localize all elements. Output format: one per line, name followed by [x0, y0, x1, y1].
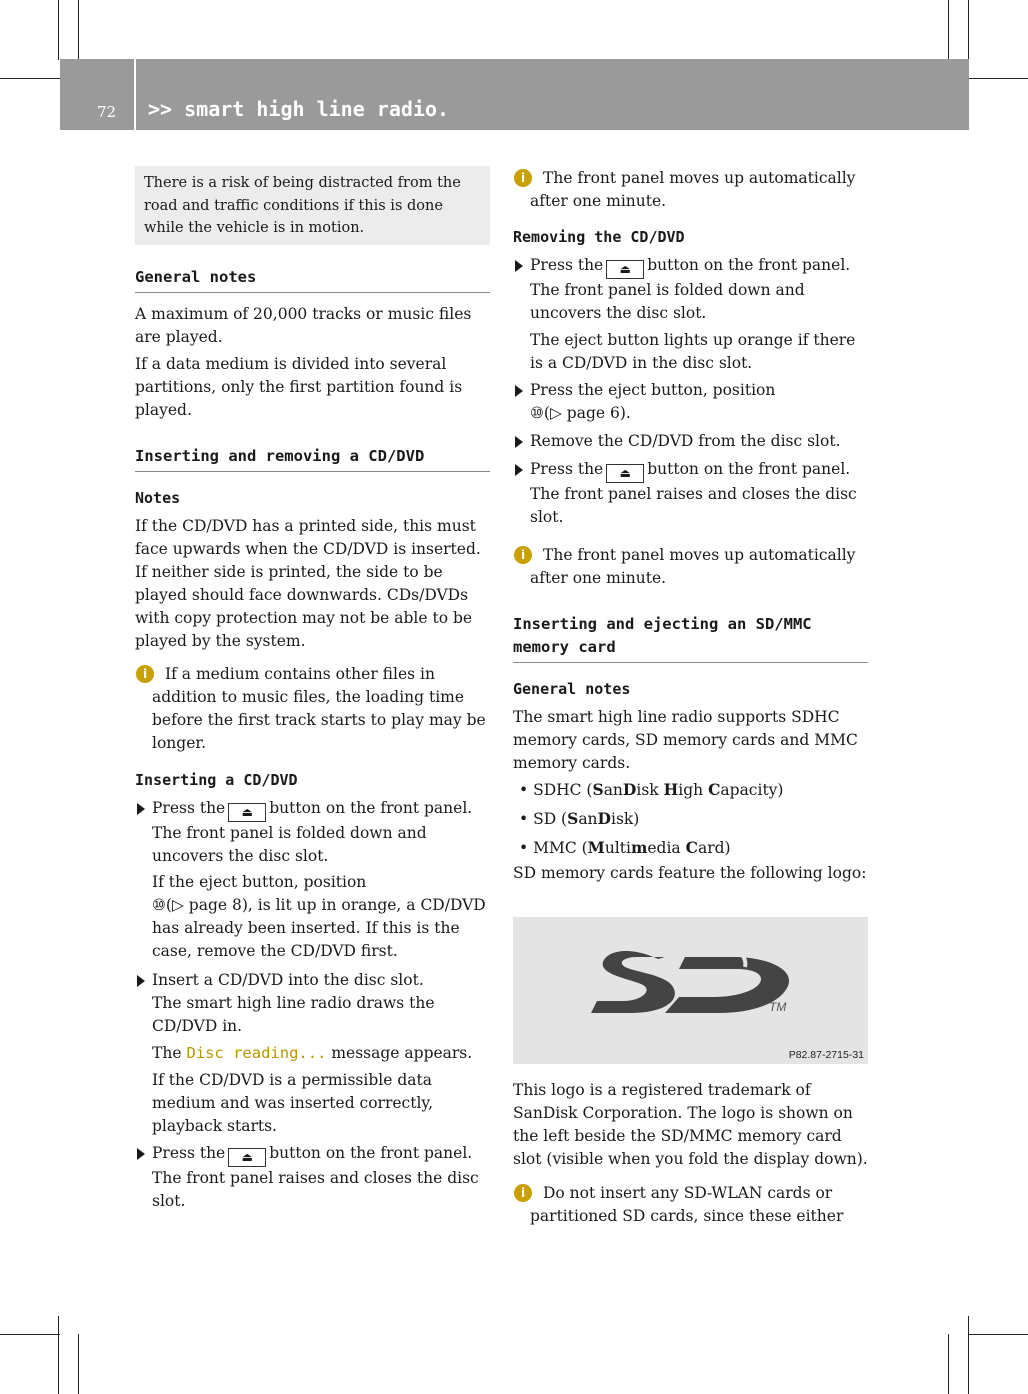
info-note [135, 663, 490, 755]
header-divider [134, 59, 136, 130]
paragraph: This logo is a registered trademark of SanDisk Corporation. The logo is shown on the left beside the SD/MMC memory card slot (visible when you fold the display down). [513, 1081, 868, 1168]
step-text: button on the front panel. [269, 799, 473, 817]
eject-icon: ⏏ [606, 260, 644, 279]
step-result: The smart high line radio draws the CD/DVD in. [152, 994, 435, 1035]
triangle-bullet-icon [515, 436, 523, 448]
warning-box [135, 166, 490, 245]
display-message: Disc reading... [186, 1044, 327, 1062]
step-item [135, 797, 490, 868]
triangle-bullet-icon [137, 803, 145, 815]
crop-mark [78, 1334, 79, 1394]
info-note [513, 167, 868, 213]
info-text: The front panel moves up automatically after one minute. [530, 169, 856, 210]
crop-mark [948, 1334, 949, 1394]
step-result: The front panel raises and closes the disc slot. [530, 485, 857, 526]
paragraph: A maximum of 20,000 tracks or music files are played. [135, 305, 472, 346]
eject-icon: ⏏ [228, 1148, 266, 1167]
triangle-bullet-icon [515, 464, 523, 476]
step-item [513, 254, 868, 325]
step-result: The front panel raises and closes the disc slot. [152, 1169, 479, 1210]
page-header [60, 59, 969, 130]
list-item: • SD (SanDisk) [519, 809, 640, 828]
step-note [135, 1042, 490, 1065]
bullet-list [513, 778, 868, 860]
page-reference: (▷ page 6). [543, 404, 631, 422]
sd-logo-figure [513, 917, 868, 1064]
crop-mark [968, 0, 969, 60]
paragraph: The smart high line radio supports SDHC memory cards, SD memory cards and MMC memory cards. [513, 708, 858, 772]
step-text: Press the [530, 256, 604, 274]
paragraph: If the CD/DVD has a printed side, this must face upwards when the CD/DVD is inserted. If neither side is printed, the side to be played should face downwards. CDs/DVDs with copy protection may not be able to be played by the system. [135, 517, 481, 650]
crop-mark [968, 78, 1028, 79]
section-heading-inserting-removing: Inserting and removing a CD/DVD [135, 445, 490, 472]
list-item: • SDHC (SanDisk High Capacity) [519, 780, 784, 799]
page-number: 72 [97, 103, 117, 121]
note-text: If the CD/DVD is a permissible data medium and was inserted correctly, playback starts. [152, 1071, 434, 1135]
step-result: The front panel is folded down and uncovers the disc slot. [152, 824, 427, 865]
crop-mark [58, 0, 59, 60]
step-item [135, 1142, 490, 1213]
note-text: If the eject button, position [152, 873, 367, 891]
step-text: Press the [152, 1144, 226, 1162]
sd-logo-icon [513, 917, 868, 1064]
info-icon: i [514, 169, 532, 187]
step-note [135, 871, 490, 963]
step-item [513, 458, 868, 529]
step-text: Press the [152, 799, 226, 817]
step-text: Press the eject button, position [530, 381, 776, 399]
crop-mark [968, 1316, 969, 1394]
info-text: Do not insert any SD-WLAN cards or partitioned SD cards, since these either [530, 1184, 844, 1225]
subheading-notes: Notes [135, 489, 181, 507]
info-icon: i [514, 1184, 532, 1202]
step-text: Insert a CD/DVD into the disc slot. [152, 971, 424, 989]
info-note [513, 544, 868, 590]
crop-mark [78, 0, 79, 60]
warning-text: There is a risk of being distracted from the road and traffic conditions if this is done while the vehicle is in motion. [144, 175, 461, 236]
section-heading-general-notes: General notes [135, 266, 490, 293]
triangle-bullet-icon [137, 1148, 145, 1160]
step-result: The front panel is folded down and uncovers the disc slot. [530, 281, 805, 322]
crop-mark [968, 1334, 1028, 1335]
triangle-bullet-icon [515, 260, 523, 272]
eject-icon: ⏏ [606, 464, 644, 483]
info-icon: i [136, 665, 154, 683]
subheading-removing: Removing the CD/DVD [513, 228, 685, 246]
step-text: button on the front panel. [269, 1144, 473, 1162]
crop-mark [0, 78, 60, 79]
paragraph: If a data medium is divided into several partitions, only the first partition found is played. [135, 355, 463, 419]
position-marker: ⑩ [152, 896, 166, 914]
crop-mark [0, 1334, 60, 1335]
crop-mark [948, 0, 949, 60]
figure-code: P82.87-2715-31 [788, 1049, 864, 1061]
step-item [513, 379, 868, 425]
eject-icon: ⏏ [228, 803, 266, 822]
subheading-inserting-cd: Inserting a CD/DVD [135, 771, 298, 789]
triangle-bullet-icon [515, 385, 523, 397]
page-reference: (▷ page 8), is lit up in orange, a CD/DVD has already been inserted. If this is the case, remove the CD/DVD first. [152, 896, 486, 960]
info-text: The front panel moves up automatically after one minute. [530, 546, 856, 587]
subheading-general-notes: General notes [513, 680, 631, 698]
position-marker: ⑩ [530, 404, 544, 422]
step-note [513, 329, 868, 375]
info-icon: i [514, 546, 532, 564]
step-note [135, 1069, 490, 1138]
step-item [513, 430, 868, 453]
step-text: button on the front panel. [647, 460, 851, 478]
paragraph: SD memory cards feature the following logo: [513, 864, 867, 882]
trademark-label: TM [769, 1000, 787, 1014]
step-text: Press the [530, 460, 604, 478]
step-text: button on the front panel. [647, 256, 851, 274]
step-text: Remove the CD/DVD from the disc slot. [530, 432, 841, 450]
section-heading-sd-card: Inserting and ejecting an SD/MMC memory card [513, 613, 868, 663]
step-item [135, 969, 490, 1038]
note-text: The eject button lights up orange if there is a CD/DVD in the disc slot. [530, 331, 856, 372]
triangle-bullet-icon [137, 975, 145, 987]
note-text: message appears. [331, 1044, 473, 1062]
list-item: • MMC (Multimedia Card) [519, 838, 731, 857]
info-note [513, 1182, 868, 1228]
crop-mark [58, 1316, 59, 1394]
info-text: If a medium contains other files in addition to music files, the loading time before the first track starts to play may be longer. [152, 665, 486, 752]
note-text: The [152, 1044, 182, 1062]
page-title: >> smart high line radio. [148, 97, 450, 121]
